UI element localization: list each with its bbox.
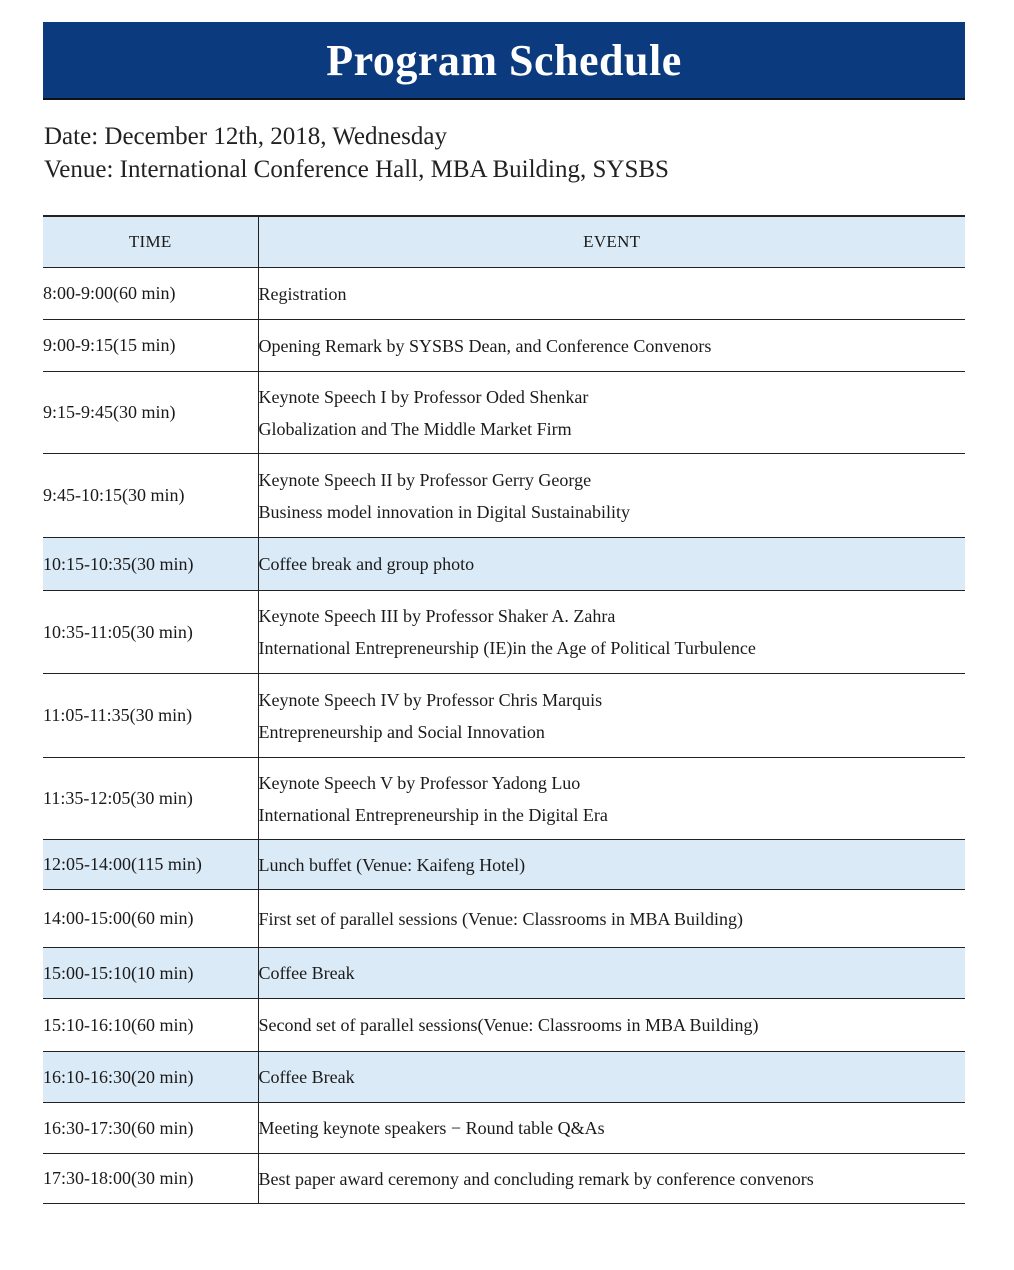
- page-title: Program Schedule: [326, 35, 682, 85]
- table-row: [43, 890, 965, 948]
- table-row: [43, 320, 965, 372]
- table-row: [43, 538, 965, 591]
- event-info: [44, 120, 669, 186]
- event-line: Keynote Speech I by Professor Oded Shenkar: [258, 386, 589, 407]
- time-cell: 9:00-9:15(15 min): [43, 320, 258, 372]
- table-row: [43, 1052, 965, 1103]
- event-cell: [258, 591, 965, 674]
- time-cell: 12:05-14:00(115 min): [43, 840, 258, 890]
- event-line: Entrepreneurship and Social Innovation: [258, 721, 545, 742]
- time-cell: 10:35-11:05(30 min): [43, 591, 258, 674]
- event-line: Keynote Speech II by Professor Gerry George: [258, 469, 592, 490]
- event-line: Coffee Break: [258, 1067, 355, 1087]
- event-line: International Entrepreneurship in the Digital Era: [258, 804, 608, 825]
- event-line: Lunch buffet (Venue: Kaifeng Hotel): [258, 854, 526, 875]
- table-row: [43, 674, 965, 758]
- event-line: Business model innovation in Digital Sustainability: [258, 501, 630, 522]
- time-cell: 11:35-12:05(30 min): [43, 758, 258, 840]
- event-line: Registration: [258, 283, 347, 304]
- event-cell: [258, 320, 965, 372]
- table-header-row: [43, 216, 965, 268]
- event-cell: [258, 1154, 965, 1204]
- event-cell: [258, 840, 965, 890]
- time-cell: 9:45-10:15(30 min): [43, 454, 258, 538]
- time-cell: 8:00-9:00(60 min): [43, 268, 258, 320]
- event-line: Coffee break and group photo: [258, 554, 475, 574]
- event-line: Best paper award ceremony and concluding remark by conference convenors: [258, 1168, 814, 1189]
- schedule-body: [43, 268, 965, 1204]
- table-row: [43, 999, 965, 1052]
- table-row: [43, 1103, 965, 1154]
- table-row: [43, 268, 965, 320]
- table-row: [43, 591, 965, 674]
- event-cell: [258, 758, 965, 840]
- header-event: EVENT: [258, 216, 965, 268]
- event-cell: [258, 948, 965, 999]
- table-row: [43, 840, 965, 890]
- event-cell: [258, 538, 965, 591]
- time-cell: 15:00-15:10(10 min): [43, 948, 258, 999]
- event-line: Keynote Speech IV by Professor Chris Marquis: [258, 689, 603, 710]
- table-row: [43, 1154, 965, 1204]
- event-cell: [258, 890, 965, 948]
- event-cell: [258, 999, 965, 1052]
- event-line: First set of parallel sessions (Venue: Classrooms in MBA Building): [258, 908, 743, 929]
- event-line: Globalization and The Middle Market Firm: [258, 418, 572, 439]
- event-cell: [258, 454, 965, 538]
- date-line: Date: December 12th, 2018, Wednesday: [44, 123, 447, 150]
- time-cell: 15:10-16:10(60 min): [43, 999, 258, 1052]
- event-cell: [258, 1103, 965, 1154]
- event-line: Coffee Break: [258, 963, 355, 983]
- time-cell: 11:05-11:35(30 min): [43, 674, 258, 758]
- time-cell: 10:15-10:35(30 min): [43, 538, 258, 591]
- event-line: Opening Remark by SYSBS Dean, and Conference Convenors: [258, 335, 712, 356]
- event-line: Second set of parallel sessions(Venue: Classrooms in MBA Building): [258, 1015, 759, 1035]
- time-cell: 14:00-15:00(60 min): [43, 890, 258, 948]
- time-cell: 16:10-16:30(20 min): [43, 1052, 258, 1103]
- time-cell: 16:30-17:30(60 min): [43, 1103, 258, 1154]
- header-time: TIME: [43, 216, 258, 268]
- table-row: [43, 948, 965, 999]
- event-cell: [258, 372, 965, 454]
- event-line: International Entrepreneurship (IE)in the Age of Political Turbulence: [258, 638, 756, 658]
- table-row: [43, 454, 965, 538]
- event-cell: [258, 268, 965, 320]
- venue-line: Venue: International Conference Hall, MBA Building, SYSBS: [44, 156, 669, 183]
- time-cell: 9:15-9:45(30 min): [43, 372, 258, 454]
- event-line: Meeting keynote speakers − Round table Q&As: [258, 1118, 605, 1138]
- schedule-table: [43, 215, 965, 1204]
- table-row: [43, 758, 965, 840]
- event-line: Keynote Speech V by Professor Yadong Luo: [258, 772, 581, 793]
- event-cell: [258, 674, 965, 758]
- table-row: [43, 372, 965, 454]
- event-line: Keynote Speech III by Professor Shaker A. Zahra: [258, 606, 616, 626]
- event-cell: [258, 1052, 965, 1103]
- time-cell: 17:30-18:00(30 min): [43, 1154, 258, 1204]
- title-banner: [43, 22, 965, 100]
